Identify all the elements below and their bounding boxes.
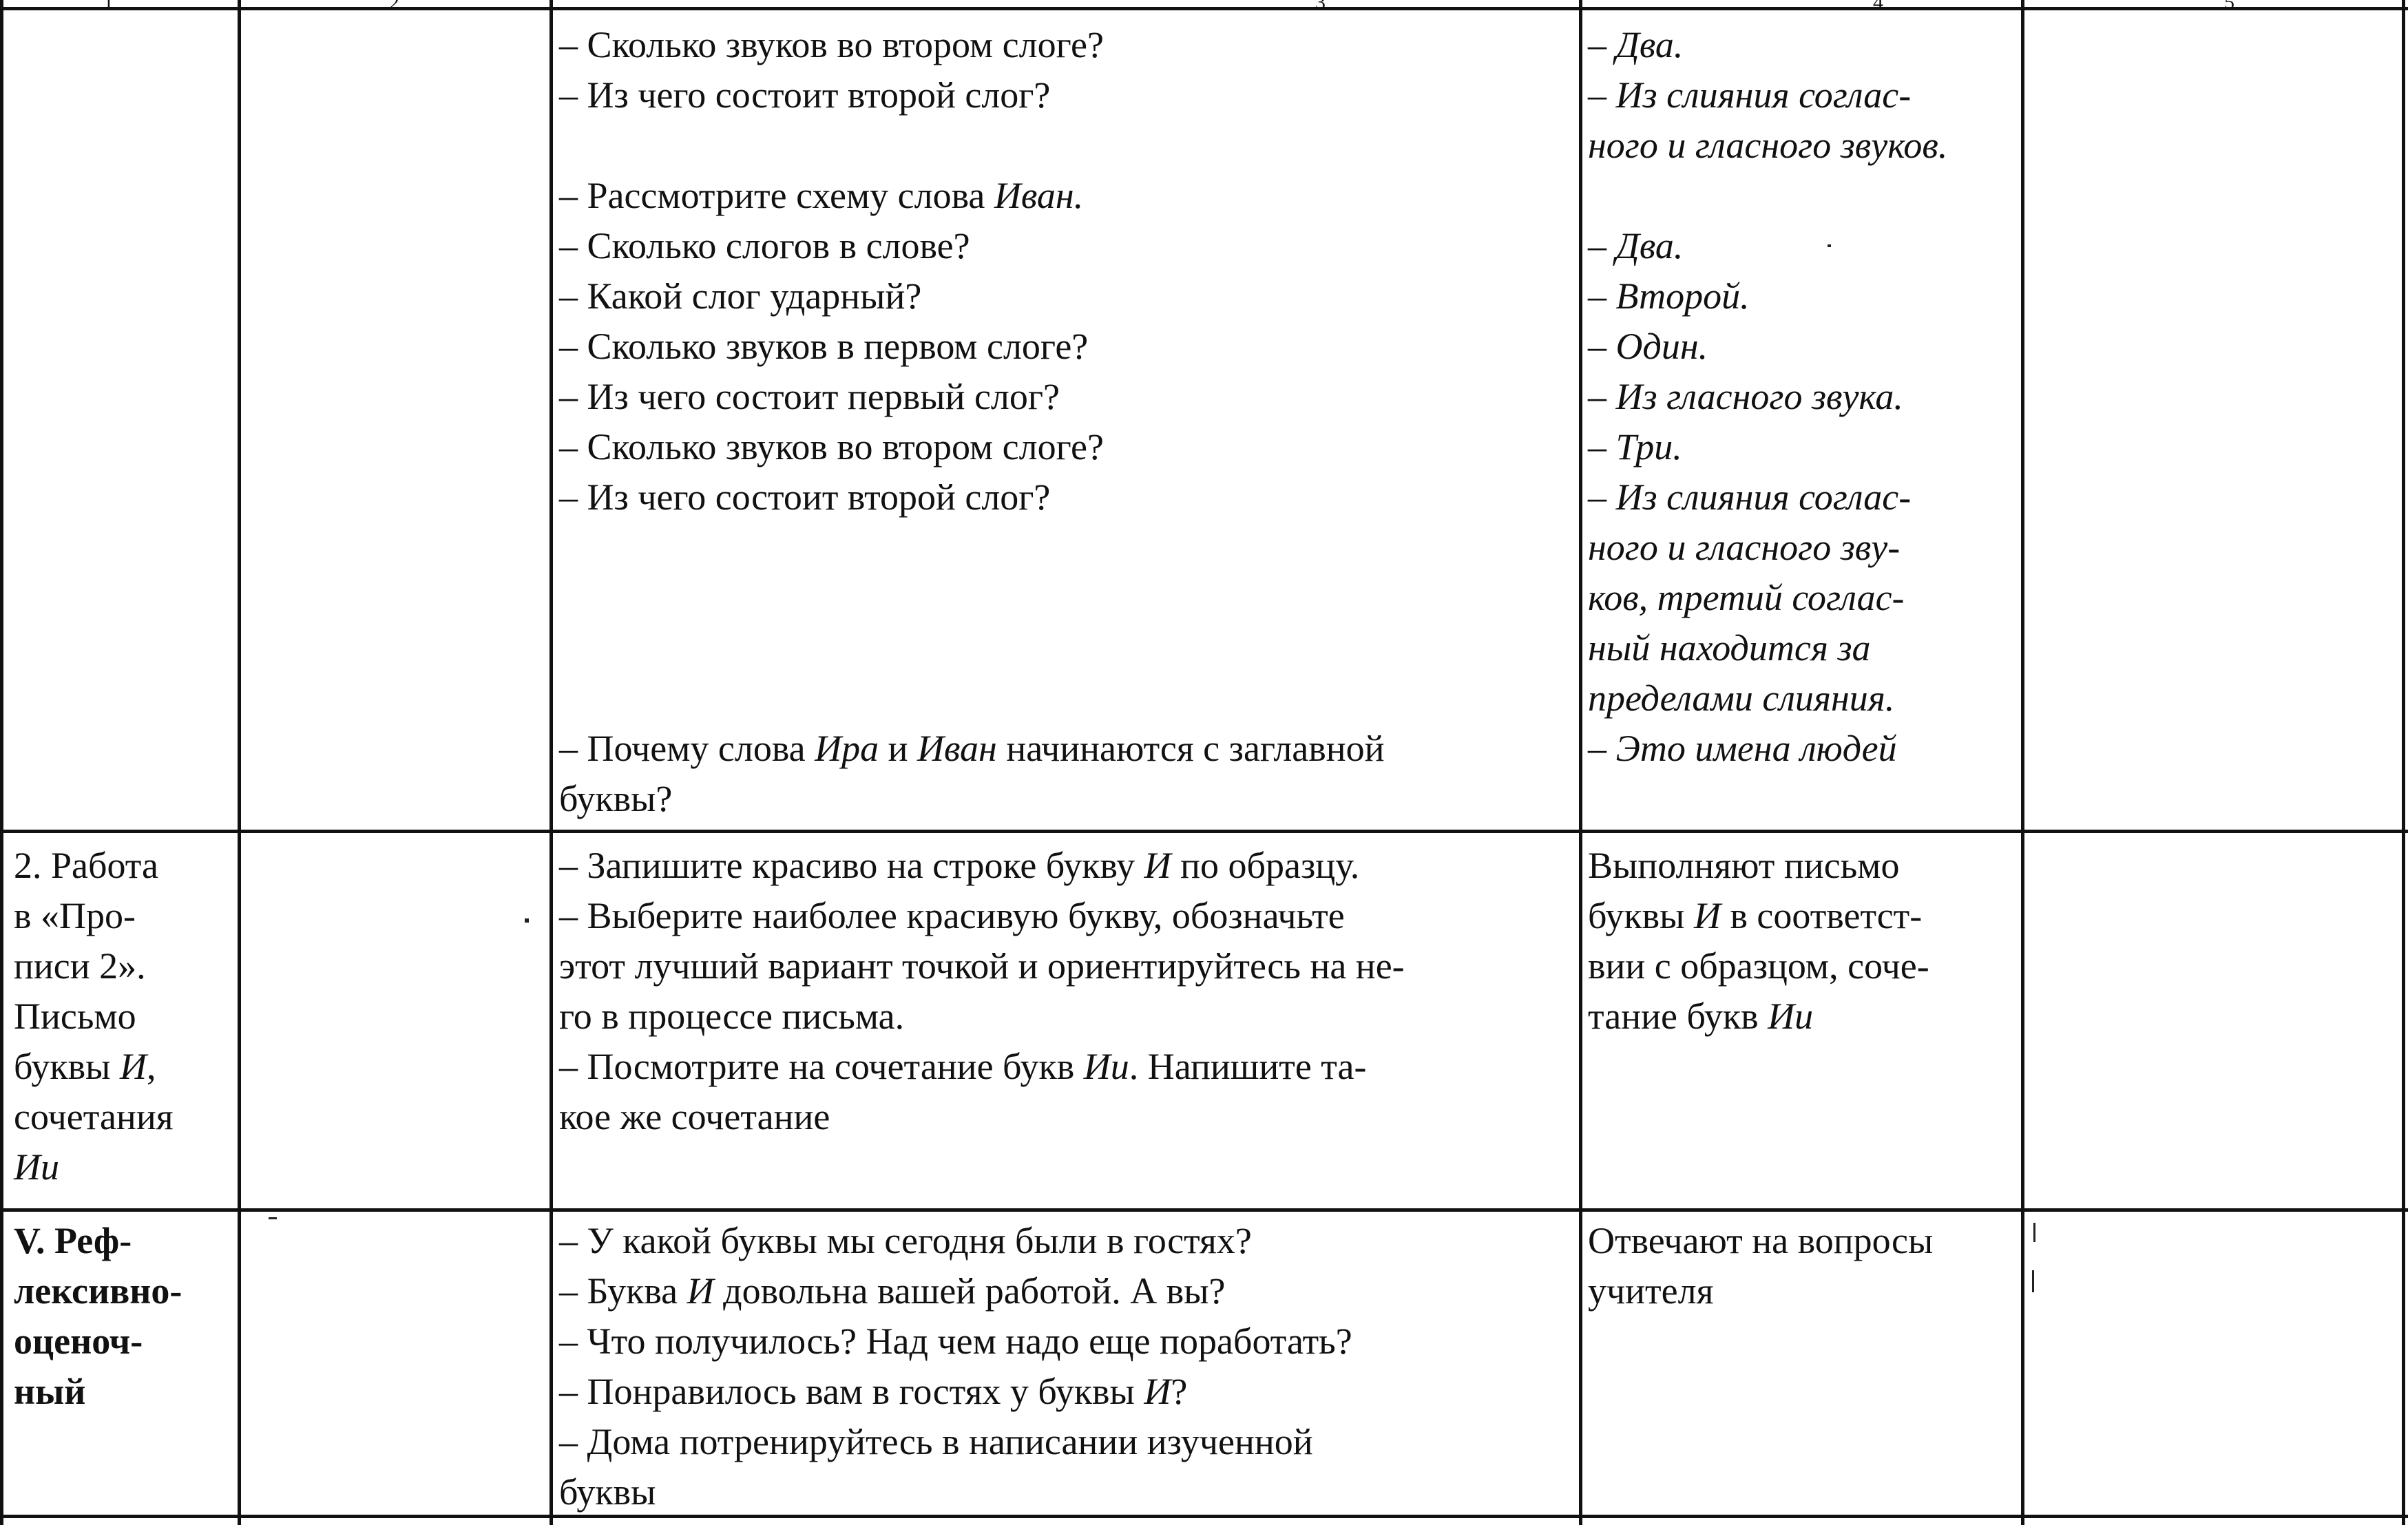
text-line (14, 1316, 182, 1367)
text-line (559, 724, 1385, 774)
header-col-5-number (2224, 0, 2241, 6)
text-run: и (879, 728, 917, 769)
italic-text-run: – Это имена людей (1588, 728, 1897, 769)
text-run: – Из чего состоит второй слог? (559, 476, 1051, 518)
text-run: ? (1171, 1371, 1188, 1412)
text-line (1588, 20, 1947, 70)
text-line (1588, 120, 1947, 171)
row-2-student-activity (1588, 841, 1929, 1042)
row-1-student-activity (1588, 20, 1947, 774)
row-3-stage-cell (14, 1216, 182, 1417)
col-divider-3 (1579, 0, 1582, 1525)
scan-speck (2032, 1270, 2034, 1292)
text-run: Письмо (14, 996, 136, 1037)
text-line (1588, 523, 1947, 573)
bold-text-run: оценоч- (14, 1321, 143, 1362)
text-run: 2. Работа (14, 845, 158, 886)
italic-text-run: – Один. (1588, 326, 1708, 367)
text-line (1588, 1266, 1933, 1316)
text-run: – Дома потренируйтесь в написании изученной (559, 1421, 1313, 1462)
blank-line (559, 120, 1385, 171)
text-line (1588, 472, 1947, 523)
text-line (559, 991, 1405, 1042)
italic-text-run: Ира (815, 728, 879, 769)
italic-text-run: И (687, 1270, 714, 1312)
scan-speck (269, 1217, 277, 1219)
blank-line (1588, 171, 1947, 221)
text-line (14, 991, 174, 1042)
text-run: в «Про- (14, 895, 136, 936)
text-run: кое же сочетание (559, 1096, 830, 1137)
text-line (559, 171, 1385, 221)
text-line (14, 1092, 174, 1142)
text-run: – Посмотрите на сочетание букв (559, 1046, 1084, 1087)
row-1-teacher-activity (559, 20, 1385, 824)
text-run: писи 2». (14, 945, 146, 987)
blank-line (559, 573, 1385, 623)
text-line (559, 422, 1385, 472)
text-line (1588, 991, 1929, 1042)
text-run: – Какой слог ударный? (559, 275, 922, 317)
italic-text-run: И (1144, 845, 1171, 886)
italic-text-run: ков, третий соглас- (1588, 577, 1905, 618)
text-line (559, 1467, 1352, 1517)
text-line (1588, 724, 1947, 774)
text-run: довольна вашей работой. А вы? (713, 1270, 1226, 1312)
text-line (559, 1367, 1352, 1417)
text-line (1588, 422, 1947, 472)
text-run: – Сколько слогов в слове? (559, 225, 970, 266)
blank-line (559, 523, 1385, 573)
header-col-1-number (103, 0, 120, 6)
text-line (559, 322, 1385, 372)
text-run: буквы? (559, 778, 673, 819)
italic-text-run: И (119, 1046, 147, 1087)
text-run: – Буква (559, 1270, 687, 1312)
text-line (559, 472, 1385, 523)
header-col-3-number (1315, 0, 1332, 6)
text-run: сочетания (14, 1096, 174, 1137)
text-line (14, 1216, 182, 1266)
italic-text-run: ного и гласного зву- (1588, 527, 1901, 568)
text-line (559, 1417, 1352, 1467)
bold-text-run: лексивно- (14, 1270, 182, 1312)
table-right-border (2402, 0, 2405, 1525)
text-run: – Из чего состоит второй слог? (559, 74, 1051, 116)
text-run: буквы (559, 1471, 656, 1513)
text-line (1588, 673, 1947, 724)
text-run: – Что получилось? Над чем надо еще поработать? (559, 1321, 1352, 1362)
italic-text-run: Иван (917, 728, 997, 769)
text-line (14, 1042, 174, 1092)
text-line (14, 1266, 182, 1316)
italic-text-run: – Два. (1588, 24, 1684, 65)
col-divider-1 (238, 0, 241, 1525)
text-run: . Напишите та- (1129, 1046, 1367, 1087)
italic-text-run: И (1144, 1371, 1171, 1412)
text-line (1588, 573, 1947, 623)
text-run: начинаются с заглавной (996, 728, 1385, 769)
text-line (559, 941, 1405, 991)
text-run: Выполняют письмо (1588, 845, 1900, 886)
text-line (559, 774, 1385, 824)
text-run: вии с образцом, соче- (1588, 945, 1929, 987)
italic-text-run: Ии (14, 1146, 59, 1188)
text-run: этот лучший вариант точкой и ориентируйтесь на не- (559, 945, 1405, 987)
text-run: – Выберите наиболее красивую букву, обозначьте (559, 895, 1345, 936)
text-line (1588, 841, 1929, 891)
text-line (1588, 322, 1947, 372)
italic-text-run: Иван. (994, 175, 1084, 216)
blank-line (559, 623, 1385, 673)
text-line (559, 70, 1385, 120)
text-line (14, 891, 174, 941)
italic-text-run: – Второй. (1588, 275, 1750, 317)
text-line (1588, 1216, 1933, 1266)
text-line (1588, 891, 1929, 941)
text-line (1588, 221, 1947, 271)
text-run: тание букв (1588, 996, 1768, 1037)
text-line (14, 1367, 182, 1417)
italic-text-run: – Из гласного звука. (1588, 376, 1903, 417)
text-line (1588, 372, 1947, 422)
row-divider-1 (0, 830, 2408, 833)
col-divider-2 (549, 0, 553, 1525)
text-run: – Запишите красиво на строке букву (559, 845, 1144, 886)
text-run: буквы (1588, 895, 1694, 936)
italic-text-run: – Из слияния соглас- (1588, 74, 1912, 116)
text-line (1588, 70, 1947, 120)
text-line (559, 221, 1385, 271)
header-col-2-number (389, 0, 406, 6)
italic-text-run: ный находится за (1588, 627, 1871, 669)
row-2-teacher-activity (559, 841, 1405, 1142)
text-line (559, 1042, 1405, 1092)
text-line (1588, 623, 1947, 673)
scan-speck (2033, 1223, 2035, 1242)
text-run: – Сколько звуков в первом слоге? (559, 326, 1089, 367)
text-line (559, 841, 1405, 891)
table-left-border (0, 0, 3, 1525)
italic-text-run: ного и гласного звуков. (1588, 125, 1948, 166)
text-run: – Рассмотрите схему слова (559, 175, 994, 216)
row-2-stage-cell (14, 841, 174, 1192)
italic-text-run: – Три. (1588, 426, 1682, 467)
text-run: , (146, 1046, 156, 1087)
text-line (559, 271, 1385, 322)
text-line (559, 1092, 1405, 1142)
italic-text-run: И (1693, 895, 1721, 936)
text-run: – Сколько звуков во втором слоге? (559, 426, 1104, 467)
text-run: – У какой буквы мы сегодня были в гостях? (559, 1220, 1252, 1261)
text-line (559, 1216, 1352, 1266)
blank-line (559, 673, 1385, 724)
text-run: буквы (14, 1046, 120, 1087)
text-run: в соответст- (1720, 895, 1923, 936)
text-run: – Почему слова (559, 728, 815, 769)
text-run: – Понравилось вам в гостях у буквы (559, 1371, 1144, 1412)
header-col-4-number (1873, 0, 1889, 6)
text-line (14, 1142, 174, 1192)
text-run: по образцу. (1171, 845, 1360, 886)
italic-text-run: Ии (1083, 1046, 1129, 1087)
row-3-teacher-activity (559, 1216, 1352, 1517)
italic-text-run: Ии (1768, 996, 1814, 1037)
italic-text-run: пределами слияния. (1588, 677, 1895, 719)
col-divider-4 (2021, 0, 2024, 1525)
text-line (559, 891, 1405, 941)
text-run: – Сколько звуков во втором слоге? (559, 24, 1104, 65)
row-3-student-activity (1588, 1216, 1933, 1316)
text-line (559, 1316, 1352, 1367)
text-line (559, 1266, 1352, 1316)
text-line (559, 372, 1385, 422)
table-top-border (0, 7, 2408, 10)
scan-speck (525, 918, 529, 923)
text-line (1588, 271, 1947, 322)
row-divider-2 (0, 1208, 2408, 1212)
text-run: Отвечают на вопросы (1588, 1220, 1934, 1261)
text-line (14, 841, 174, 891)
text-run: – Из чего состоит первый слог? (559, 376, 1060, 417)
text-line (14, 941, 174, 991)
text-run: учителя (1588, 1270, 1714, 1312)
bold-text-run: ный (14, 1371, 86, 1412)
bold-text-run: V. Реф- (14, 1220, 132, 1261)
italic-text-run: – Два. (1588, 225, 1684, 266)
italic-text-run: – Из слияния соглас- (1588, 476, 1912, 518)
text-line (559, 20, 1385, 70)
text-run: го в процессе письма. (559, 996, 905, 1037)
text-line (1588, 941, 1929, 991)
